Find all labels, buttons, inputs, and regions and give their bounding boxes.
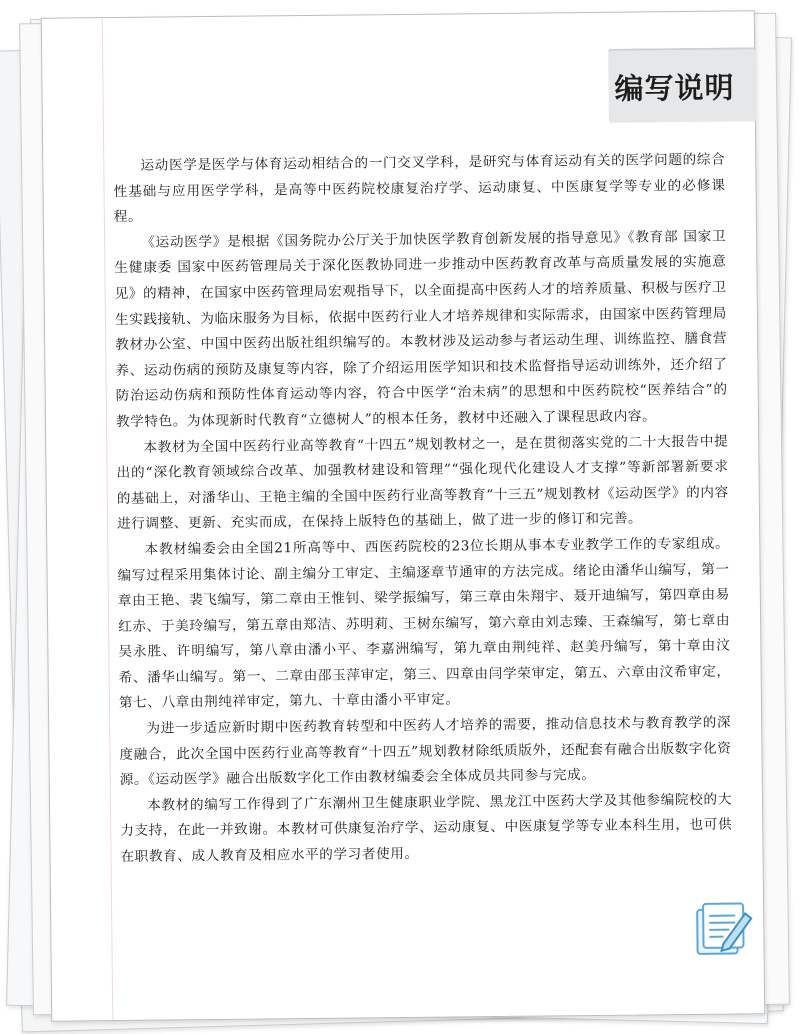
paragraph-basis: 《运动医学》是根据《国务院办公厅关于加快医学教育创新发展的指导意见》《教育部 国家卫生健康委 国家中医药管理局关于深化医教协同进一步推动中医药教育改革与高质量发展的实施意见》的精神，在国家中医药管理局宏观指导下，以全面提高中医药人才的培养质量、积极与医疗卫生实践接轨、为临床服务为目标，依据中医药行业人才培养规律和实际需求，由国家中医药管理局教材办公室、中国中医药出版社组织编写的。本教材涉及运动参与者运动生理、训练监控、膳食营养、运动伤病的预防及康复等内容，除了介绍运用医学知识和技术监督指导运动训练外，还介绍了防治运动伤病和预防性体育运动等内容，符合中医学“治未病”的思想和中医药院校“医养结合”的教学特色。为体现新时代教育“立德树人”的根本任务，教材中还融入了课程思政内容。 — [114, 228, 728, 430]
notepad-pen-icon — [693, 891, 756, 958]
paragraph-intro: 运动医学是医学与体育运动相结合的一门交叉学科，是研究与体育运动有关的医学问题的综合性基础与应用医学学科，是高等中医药院校康复治疗学、运动康复、中医康复学等专业的必修课程。 — [113, 151, 726, 226]
document-page — [41, 10, 765, 1021]
document-body — [113, 148, 732, 871]
paragraph-thanks: 本教材的编写工作得到了广东潮州卫生健康职业学院、黑龙江中医药大学及其他参编院校的大力支持，在此一并致谢。本教材可供康复治疗学、运动康复、中医康复学等专业本科生用，也可供在职教育、成人教育及相应水平的学习者使用。 — [120, 791, 733, 866]
title-banner — [608, 47, 757, 123]
paragraph-digital: 为进一步适应新时期中医药教育转型和中医药人才培养的需要，推动信息技术与教育教学的深度融合，此次全国中医药行业高等教育“十四五”规划教材除纸质版外，还配套有融合出版数字化资源。《运动医学》融合出版数字化工作由教材编委会全体成员共同参与完成。 — [119, 714, 732, 789]
paragraph-revision: 本教材为全国中医药行业高等教育“十四五”规划教材之一，是在贯彻落实党的二十大报告中提出的“深化教育领域综合改革、加强教材建设和管理”“强化现代化建设人才支撑”等新部署新要求的基础上，对潘华山、王艳主编的全国中医药行业高等教育“十三五”规划教材《运动医学》的内容进行调整、更新、充实而成，在保持上版特色的基础上，做了进一步的修订和完善。 — [116, 433, 729, 533]
paragraph-editors: 本教材编委会由全国21所高等中、西医药院校的23位长期从事本专业教学工作的专家组成。编写过程采用集体讨论、副主编分工审定、主编逐章节通审的方法完成。绪论由潘华山编写，第一章由王艳、裴飞编写，第二章由王惟钊、梁学振编写，第三章由朱翔宇、聂开迪编写，第四章由易红赤、于美玲编写，第五章由郑洁、苏明莉、王树东编写，第六章由刘志臻、王森编写，第七章由吴永胜、许明编写，第八章由潘小平、李嘉洲编写，第九章由荆纯祥、赵美丹编写，第十章由汶希、潘华山编写。第一、二章由邵玉萍审定，第三、四章由闫学荣审定，第五、六章由汶希审定，第七、八章由荆纯祥审定，第九、十章由潘小平审定。 — [117, 535, 731, 712]
page-title: 编写说明 — [614, 70, 735, 106]
page-margin-line — [102, 18, 113, 1020]
